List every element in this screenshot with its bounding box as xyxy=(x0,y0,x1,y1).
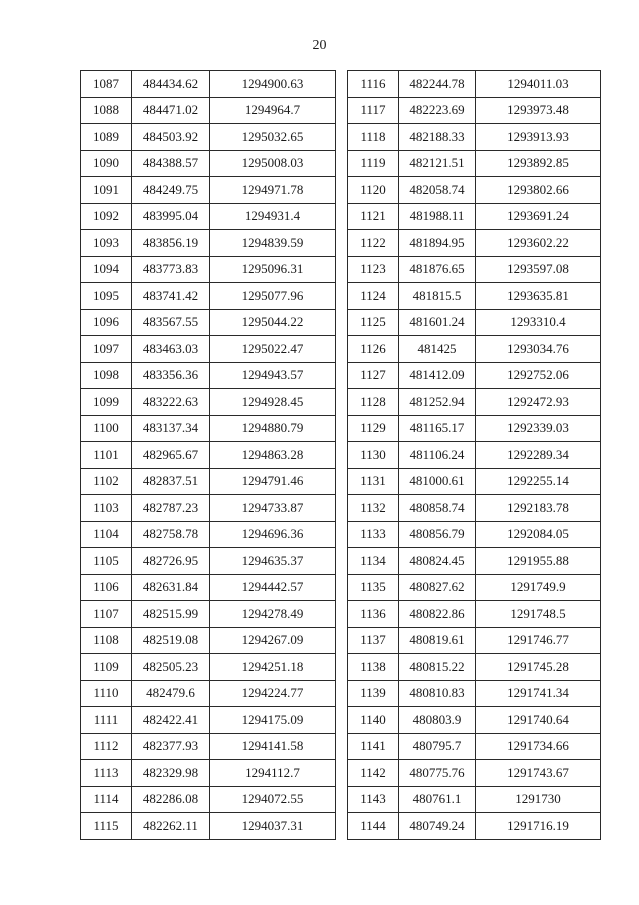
table-row xyxy=(81,760,336,787)
point-number-cell: 1089 xyxy=(81,124,132,151)
x-coordinate-cell: 482965.67 xyxy=(132,442,210,469)
y-coordinate-cell: 1293635.81 xyxy=(476,283,601,310)
x-coordinate-cell: 482262.11 xyxy=(132,813,210,840)
x-coordinate-cell: 481988.11 xyxy=(399,203,476,230)
x-coordinate-cell: 482121.51 xyxy=(399,150,476,177)
y-coordinate-cell: 1291730 xyxy=(476,786,601,813)
x-coordinate-cell: 483741.42 xyxy=(132,283,210,310)
point-number-cell: 1127 xyxy=(348,362,399,389)
point-number-cell: 1098 xyxy=(81,362,132,389)
point-number-cell: 1133 xyxy=(348,521,399,548)
x-coordinate-cell: 481894.95 xyxy=(399,230,476,257)
table-row xyxy=(81,813,336,840)
point-number-cell: 1121 xyxy=(348,203,399,230)
point-number-cell: 1105 xyxy=(81,548,132,575)
table-row xyxy=(348,813,601,840)
table-row xyxy=(348,177,601,204)
y-coordinate-cell: 1294928.45 xyxy=(210,389,336,416)
y-coordinate-cell: 1291740.64 xyxy=(476,707,601,734)
table-row xyxy=(81,786,336,813)
table-row xyxy=(81,707,336,734)
table-row xyxy=(348,256,601,283)
x-coordinate-cell: 483222.63 xyxy=(132,389,210,416)
x-coordinate-cell: 484471.02 xyxy=(132,97,210,124)
y-coordinate-cell: 1294733.87 xyxy=(210,495,336,522)
y-coordinate-cell: 1294112.7 xyxy=(210,760,336,787)
y-coordinate-cell: 1293597.08 xyxy=(476,256,601,283)
point-number-cell: 1091 xyxy=(81,177,132,204)
table-row xyxy=(81,150,336,177)
table-row xyxy=(348,230,601,257)
y-coordinate-cell: 1293892.85 xyxy=(476,150,601,177)
point-number-cell: 1095 xyxy=(81,283,132,310)
point-number-cell: 1094 xyxy=(81,256,132,283)
x-coordinate-cell: 480827.62 xyxy=(399,574,476,601)
y-coordinate-cell: 1293691.24 xyxy=(476,203,601,230)
point-number-cell: 1141 xyxy=(348,733,399,760)
x-coordinate-cell: 482758.78 xyxy=(132,521,210,548)
table-row xyxy=(348,389,601,416)
y-coordinate-cell: 1294880.79 xyxy=(210,415,336,442)
y-coordinate-cell: 1294931.4 xyxy=(210,203,336,230)
table-row xyxy=(81,309,336,336)
x-coordinate-cell: 482519.08 xyxy=(132,627,210,654)
y-coordinate-cell: 1293973.48 xyxy=(476,97,601,124)
point-number-cell: 1135 xyxy=(348,574,399,601)
y-coordinate-cell: 1293602.22 xyxy=(476,230,601,257)
x-coordinate-cell: 482286.08 xyxy=(132,786,210,813)
x-coordinate-cell: 484388.57 xyxy=(132,150,210,177)
point-number-cell: 1138 xyxy=(348,654,399,681)
table-row xyxy=(81,627,336,654)
table-row xyxy=(348,97,601,124)
table-row xyxy=(81,495,336,522)
point-number-cell: 1100 xyxy=(81,415,132,442)
point-number-cell: 1144 xyxy=(348,813,399,840)
y-coordinate-cell: 1291734.66 xyxy=(476,733,601,760)
x-coordinate-cell: 480749.24 xyxy=(399,813,476,840)
y-coordinate-cell: 1292472.93 xyxy=(476,389,601,416)
table-row xyxy=(348,495,601,522)
point-number-cell: 1119 xyxy=(348,150,399,177)
point-number-cell: 1139 xyxy=(348,680,399,707)
y-coordinate-cell: 1292183.78 xyxy=(476,495,601,522)
table-row xyxy=(81,574,336,601)
table-row xyxy=(348,548,601,575)
x-coordinate-cell: 481412.09 xyxy=(399,362,476,389)
point-number-cell: 1102 xyxy=(81,468,132,495)
x-coordinate-cell: 481106.24 xyxy=(399,442,476,469)
table-row xyxy=(348,654,601,681)
table-row xyxy=(348,760,601,787)
point-number-cell: 1116 xyxy=(348,71,399,98)
table-row xyxy=(348,574,601,601)
y-coordinate-cell: 1292339.03 xyxy=(476,415,601,442)
y-coordinate-cell: 1293034.76 xyxy=(476,336,601,363)
point-number-cell: 1104 xyxy=(81,521,132,548)
x-coordinate-cell: 480858.74 xyxy=(399,495,476,522)
table-row xyxy=(348,707,601,734)
table-row xyxy=(81,521,336,548)
y-coordinate-cell: 1291745.28 xyxy=(476,654,601,681)
y-coordinate-cell: 1294839.59 xyxy=(210,230,336,257)
point-number-cell: 1097 xyxy=(81,336,132,363)
y-coordinate-cell: 1294141.58 xyxy=(210,733,336,760)
y-coordinate-cell: 1292289.34 xyxy=(476,442,601,469)
x-coordinate-cell: 484249.75 xyxy=(132,177,210,204)
x-coordinate-cell: 481252.94 xyxy=(399,389,476,416)
x-coordinate-cell: 480795.7 xyxy=(399,733,476,760)
x-coordinate-cell: 483995.04 xyxy=(132,203,210,230)
table-row xyxy=(348,733,601,760)
x-coordinate-cell: 482422.41 xyxy=(132,707,210,734)
point-number-cell: 1093 xyxy=(81,230,132,257)
point-number-cell: 1134 xyxy=(348,548,399,575)
x-coordinate-cell: 482223.69 xyxy=(399,97,476,124)
y-coordinate-cell: 1291746.77 xyxy=(476,627,601,654)
point-number-cell: 1108 xyxy=(81,627,132,654)
y-coordinate-cell: 1294278.49 xyxy=(210,601,336,628)
x-coordinate-cell: 482726.95 xyxy=(132,548,210,575)
x-coordinate-cell: 484434.62 xyxy=(132,71,210,98)
table-row xyxy=(348,415,601,442)
point-number-cell: 1128 xyxy=(348,389,399,416)
x-coordinate-cell: 483137.34 xyxy=(132,415,210,442)
y-coordinate-cell: 1291743.67 xyxy=(476,760,601,787)
point-number-cell: 1103 xyxy=(81,495,132,522)
table-row xyxy=(81,442,336,469)
x-coordinate-cell: 482787.23 xyxy=(132,495,210,522)
point-number-cell: 1115 xyxy=(81,813,132,840)
point-number-cell: 1106 xyxy=(81,574,132,601)
y-coordinate-cell: 1294251.18 xyxy=(210,654,336,681)
x-coordinate-cell: 481815.5 xyxy=(399,283,476,310)
table-row xyxy=(348,150,601,177)
y-coordinate-cell: 1294791.46 xyxy=(210,468,336,495)
x-coordinate-cell: 480761.1 xyxy=(399,786,476,813)
x-coordinate-cell: 482505.23 xyxy=(132,654,210,681)
point-number-cell: 1088 xyxy=(81,97,132,124)
x-coordinate-cell: 482058.74 xyxy=(399,177,476,204)
point-number-cell: 1092 xyxy=(81,203,132,230)
y-coordinate-cell: 1295096.31 xyxy=(210,256,336,283)
y-coordinate-cell: 1294037.31 xyxy=(210,813,336,840)
y-coordinate-cell: 1294072.55 xyxy=(210,786,336,813)
x-coordinate-cell: 483856.19 xyxy=(132,230,210,257)
point-number-cell: 1118 xyxy=(348,124,399,151)
table-row xyxy=(81,230,336,257)
y-coordinate-cell: 1294224.77 xyxy=(210,680,336,707)
y-coordinate-cell: 1295077.96 xyxy=(210,283,336,310)
table-row xyxy=(81,124,336,151)
point-number-cell: 1122 xyxy=(348,230,399,257)
point-number-cell: 1124 xyxy=(348,283,399,310)
point-number-cell: 1101 xyxy=(81,442,132,469)
table-row xyxy=(348,601,601,628)
table-row xyxy=(348,71,601,98)
y-coordinate-cell: 1294900.63 xyxy=(210,71,336,98)
table-row xyxy=(81,548,336,575)
x-coordinate-cell: 482188.33 xyxy=(399,124,476,151)
y-coordinate-cell: 1294442.57 xyxy=(210,574,336,601)
table-row xyxy=(348,680,601,707)
point-number-cell: 1107 xyxy=(81,601,132,628)
point-number-cell: 1117 xyxy=(348,97,399,124)
point-number-cell: 1110 xyxy=(81,680,132,707)
y-coordinate-cell: 1292255.14 xyxy=(476,468,601,495)
table-row xyxy=(81,71,336,98)
table-row xyxy=(81,468,336,495)
y-coordinate-cell: 1291955.88 xyxy=(476,548,601,575)
x-coordinate-cell: 481601.24 xyxy=(399,309,476,336)
table-row xyxy=(81,733,336,760)
table-row xyxy=(81,362,336,389)
table-row xyxy=(348,336,601,363)
point-number-cell: 1114 xyxy=(81,786,132,813)
x-coordinate-cell: 481000.61 xyxy=(399,468,476,495)
point-number-cell: 1125 xyxy=(348,309,399,336)
table-row xyxy=(81,336,336,363)
x-coordinate-cell: 480815.22 xyxy=(399,654,476,681)
point-number-cell: 1109 xyxy=(81,654,132,681)
table-row xyxy=(81,389,336,416)
x-coordinate-cell: 483463.03 xyxy=(132,336,210,363)
point-number-cell: 1136 xyxy=(348,601,399,628)
table-row xyxy=(81,680,336,707)
x-coordinate-cell: 480824.45 xyxy=(399,548,476,575)
x-coordinate-cell: 484503.92 xyxy=(132,124,210,151)
y-coordinate-cell: 1293913.93 xyxy=(476,124,601,151)
y-coordinate-cell: 1295032.65 xyxy=(210,124,336,151)
point-number-cell: 1090 xyxy=(81,150,132,177)
y-coordinate-cell: 1294964.7 xyxy=(210,97,336,124)
table-row xyxy=(81,256,336,283)
x-coordinate-cell: 480819.61 xyxy=(399,627,476,654)
point-number-cell: 1087 xyxy=(81,71,132,98)
x-coordinate-cell: 481876.65 xyxy=(399,256,476,283)
table-row xyxy=(348,468,601,495)
x-coordinate-cell: 483567.55 xyxy=(132,309,210,336)
x-coordinate-cell: 480810.83 xyxy=(399,680,476,707)
x-coordinate-cell: 480822.86 xyxy=(399,601,476,628)
y-coordinate-cell: 1294267.09 xyxy=(210,627,336,654)
point-number-cell: 1143 xyxy=(348,786,399,813)
coordinate-table-left xyxy=(80,70,336,840)
point-number-cell: 1113 xyxy=(81,760,132,787)
table-row xyxy=(348,283,601,310)
y-coordinate-cell: 1291741.34 xyxy=(476,680,601,707)
point-number-cell: 1120 xyxy=(348,177,399,204)
table-row xyxy=(348,442,601,469)
point-number-cell: 1126 xyxy=(348,336,399,363)
y-coordinate-cell: 1294943.57 xyxy=(210,362,336,389)
point-number-cell: 1137 xyxy=(348,627,399,654)
table-row xyxy=(81,97,336,124)
y-coordinate-cell: 1295022.47 xyxy=(210,336,336,363)
y-coordinate-cell: 1292752.06 xyxy=(476,362,601,389)
point-number-cell: 1123 xyxy=(348,256,399,283)
table-row xyxy=(348,786,601,813)
point-number-cell: 1112 xyxy=(81,733,132,760)
x-coordinate-cell: 483356.36 xyxy=(132,362,210,389)
x-coordinate-cell: 482479.6 xyxy=(132,680,210,707)
point-number-cell: 1132 xyxy=(348,495,399,522)
table-row xyxy=(348,124,601,151)
y-coordinate-cell: 1291749.9 xyxy=(476,574,601,601)
coordinate-table-right xyxy=(347,70,601,840)
y-coordinate-cell: 1295008.03 xyxy=(210,150,336,177)
x-coordinate-cell: 480803.9 xyxy=(399,707,476,734)
point-number-cell: 1131 xyxy=(348,468,399,495)
table-row xyxy=(348,309,601,336)
x-coordinate-cell: 483773.83 xyxy=(132,256,210,283)
y-coordinate-cell: 1294011.03 xyxy=(476,71,601,98)
point-number-cell: 1130 xyxy=(348,442,399,469)
y-coordinate-cell: 1294863.28 xyxy=(210,442,336,469)
table-row xyxy=(348,203,601,230)
y-coordinate-cell: 1291716.19 xyxy=(476,813,601,840)
y-coordinate-cell: 1292084.05 xyxy=(476,521,601,548)
point-number-cell: 1099 xyxy=(81,389,132,416)
table-row xyxy=(348,362,601,389)
x-coordinate-cell: 482515.99 xyxy=(132,601,210,628)
point-number-cell: 1129 xyxy=(348,415,399,442)
x-coordinate-cell: 482329.98 xyxy=(132,760,210,787)
point-number-cell: 1142 xyxy=(348,760,399,787)
table-row xyxy=(81,415,336,442)
x-coordinate-cell: 481425 xyxy=(399,336,476,363)
x-coordinate-cell: 482837.51 xyxy=(132,468,210,495)
table-row xyxy=(81,654,336,681)
table-row xyxy=(81,203,336,230)
y-coordinate-cell: 1295044.22 xyxy=(210,309,336,336)
table-row xyxy=(81,283,336,310)
y-coordinate-cell: 1293802.66 xyxy=(476,177,601,204)
table-row xyxy=(348,521,601,548)
y-coordinate-cell: 1294696.36 xyxy=(210,521,336,548)
y-coordinate-cell: 1294635.37 xyxy=(210,548,336,575)
table-row xyxy=(348,627,601,654)
point-number-cell: 1140 xyxy=(348,707,399,734)
page-number: 20 xyxy=(312,38,327,53)
point-number-cell: 1096 xyxy=(81,309,132,336)
x-coordinate-cell: 480775.76 xyxy=(399,760,476,787)
table-row xyxy=(81,601,336,628)
y-coordinate-cell: 1294175.09 xyxy=(210,707,336,734)
table-body xyxy=(81,71,336,840)
x-coordinate-cell: 480856.79 xyxy=(399,521,476,548)
x-coordinate-cell: 482631.84 xyxy=(132,574,210,601)
point-number-cell: 1111 xyxy=(81,707,132,734)
x-coordinate-cell: 482244.78 xyxy=(399,71,476,98)
x-coordinate-cell: 482377.93 xyxy=(132,733,210,760)
table-row xyxy=(81,177,336,204)
y-coordinate-cell: 1294971.78 xyxy=(210,177,336,204)
y-coordinate-cell: 1291748.5 xyxy=(476,601,601,628)
y-coordinate-cell: 1293310.4 xyxy=(476,309,601,336)
table-body xyxy=(348,71,601,840)
x-coordinate-cell: 481165.17 xyxy=(399,415,476,442)
